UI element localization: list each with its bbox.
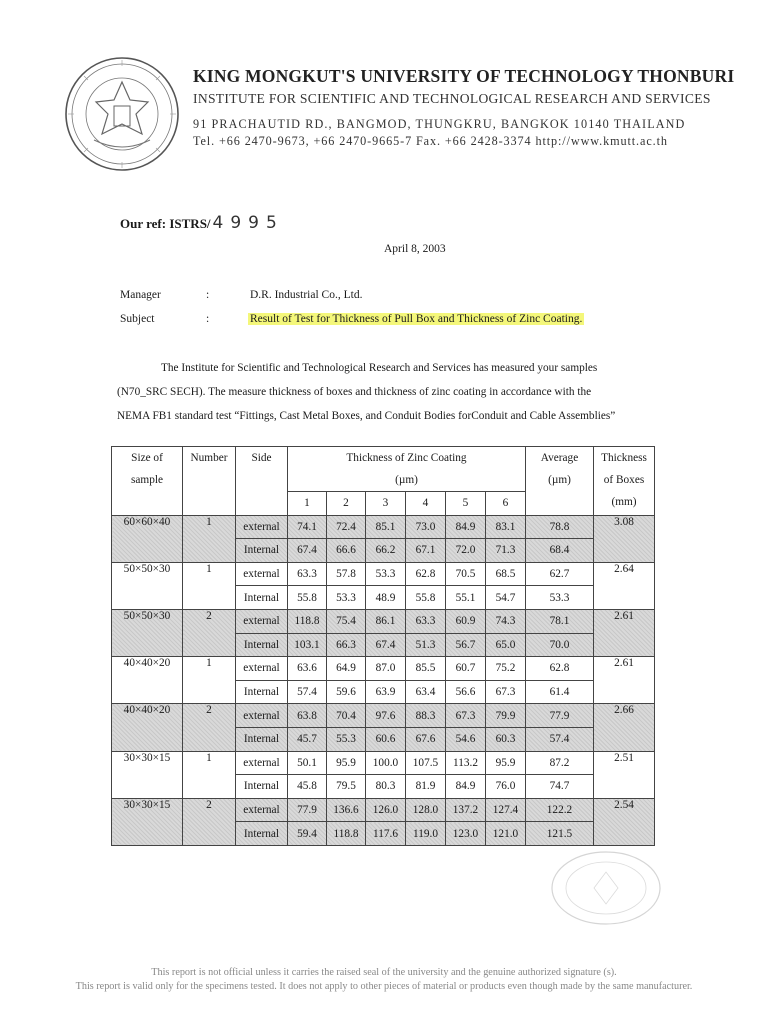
header-box-thickness: Thickness of Boxes (mm)	[594, 447, 655, 516]
average-cell: 57.4	[526, 727, 594, 751]
zinc-value-cell: 137.2	[446, 798, 486, 822]
zinc-value-cell: 54.7	[486, 586, 526, 610]
body-paragraph	[117, 356, 657, 428]
zinc-value-cell: 79.5	[327, 775, 366, 799]
zinc-value-cell: 55.3	[327, 727, 366, 751]
table-row	[112, 704, 655, 728]
header-size: Size of sample	[112, 447, 183, 516]
header-col: 5	[446, 492, 486, 516]
box-thickness-cell: 3.08	[594, 515, 655, 562]
average-cell: 62.8	[526, 657, 594, 681]
zinc-value-cell: 113.2	[446, 751, 486, 775]
zinc-value-cell: 65.0	[486, 633, 526, 657]
zinc-value-cell: 56.7	[446, 633, 486, 657]
zinc-value-cell: 57.4	[288, 680, 327, 704]
zinc-value-cell: 72.0	[446, 539, 486, 563]
body-line: (N70_SRC SECH). The measure thickness of boxes and thickness of zinc coating in accordance with the	[117, 386, 592, 398]
header-col: 2	[327, 492, 366, 516]
zinc-value-cell: 67.3	[446, 704, 486, 728]
zinc-value-cell: 136.6	[327, 798, 366, 822]
table-row	[112, 751, 655, 775]
sample-number: 1	[183, 515, 236, 562]
zinc-value-cell: 86.1	[366, 609, 406, 633]
zinc-value-cell: 95.9	[486, 751, 526, 775]
header-col: 3	[366, 492, 406, 516]
zinc-value-cell: 74.1	[288, 515, 327, 539]
raised-seal-stamp	[548, 848, 664, 928]
zinc-value-cell: 67.6	[406, 727, 446, 751]
zinc-value-cell: 103.1	[288, 633, 327, 657]
manager-label: Manager	[120, 289, 161, 301]
zinc-value-cell: 63.3	[288, 562, 327, 586]
header-col: 4	[406, 492, 446, 516]
zinc-value-cell: 84.9	[446, 775, 486, 799]
side-cell: external	[236, 609, 288, 633]
zinc-value-cell: 53.3	[366, 562, 406, 586]
box-thickness-cell: 2.54	[594, 798, 655, 845]
zinc-value-cell: 51.3	[406, 633, 446, 657]
zinc-value-cell: 119.0	[406, 822, 446, 846]
side-cell: external	[236, 515, 288, 539]
reference-label: Our ref: ISTRS/	[120, 216, 211, 231]
zinc-value-cell: 64.9	[327, 657, 366, 681]
side-cell: Internal	[236, 633, 288, 657]
zinc-value-cell: 128.0	[406, 798, 446, 822]
average-cell: 61.4	[526, 680, 594, 704]
reference-number: 4995	[212, 213, 284, 233]
institute-name: INSTITUTE FOR SCIENTIFIC AND TECHNOLOGICAL RESEARCH AND SERVICES	[193, 91, 711, 106]
zinc-value-cell: 73.0	[406, 515, 446, 539]
footer-line: This report is valid only for the specimens tested. It does not apply to other pieces of material or products even though made by the same manufacturer.	[75, 981, 693, 992]
sample-number: 1	[183, 657, 236, 704]
zinc-value-cell: 75.4	[327, 609, 366, 633]
zinc-value-cell: 74.3	[486, 609, 526, 633]
zinc-value-cell: 79.9	[486, 704, 526, 728]
zinc-value-cell: 80.3	[366, 775, 406, 799]
average-cell: 70.0	[526, 633, 594, 657]
sample-number: 2	[183, 798, 236, 845]
letterhead	[193, 66, 735, 149]
side-cell: external	[236, 751, 288, 775]
average-cell: 68.4	[526, 539, 594, 563]
zinc-value-cell: 88.3	[406, 704, 446, 728]
zinc-value-cell: 126.0	[366, 798, 406, 822]
sample-number: 2	[183, 704, 236, 751]
sample-size: 40×40×20	[112, 657, 183, 704]
average-cell: 53.3	[526, 586, 594, 610]
sample-size: 30×30×15	[112, 798, 183, 845]
zinc-value-cell: 59.6	[327, 680, 366, 704]
zinc-value-cell: 75.2	[486, 657, 526, 681]
zinc-value-cell: 100.0	[366, 751, 406, 775]
zinc-value-cell: 68.5	[486, 562, 526, 586]
zinc-value-cell: 54.6	[446, 727, 486, 751]
box-thickness-cell: 2.64	[594, 562, 655, 609]
university-name: KING MONGKUT'S UNIVERSITY OF TECHNOLOGY THONBURI	[193, 66, 735, 86]
zinc-value-cell: 123.0	[446, 822, 486, 846]
box-thickness-cell: 2.61	[594, 657, 655, 704]
zinc-value-cell: 67.3	[486, 680, 526, 704]
zinc-value-cell: 67.4	[366, 633, 406, 657]
zinc-value-cell: 45.7	[288, 727, 327, 751]
table-row	[112, 515, 655, 539]
letter-date: April 8, 2003	[384, 243, 446, 255]
footer-notice	[0, 966, 768, 994]
zinc-value-cell: 85.1	[366, 515, 406, 539]
zinc-value-cell: 117.6	[366, 822, 406, 846]
header-zinc: Thickness of Zinc Coating (µm)	[288, 447, 526, 492]
side-cell: Internal	[236, 822, 288, 846]
box-thickness-cell: 2.51	[594, 751, 655, 798]
header-side: Side	[236, 447, 288, 516]
zinc-value-cell: 45.8	[288, 775, 327, 799]
side-cell: Internal	[236, 727, 288, 751]
zinc-value-cell: 81.9	[406, 775, 446, 799]
zinc-value-cell: 60.3	[486, 727, 526, 751]
sample-size: 40×40×20	[112, 704, 183, 751]
zinc-value-cell: 53.3	[327, 586, 366, 610]
zinc-value-cell: 60.7	[446, 657, 486, 681]
zinc-value-cell: 50.1	[288, 751, 327, 775]
zinc-value-cell: 59.4	[288, 822, 327, 846]
average-cell: 122.2	[526, 798, 594, 822]
sample-number: 1	[183, 751, 236, 798]
zinc-value-cell: 56.6	[446, 680, 486, 704]
side-cell: Internal	[236, 539, 288, 563]
table-row	[112, 798, 655, 822]
zinc-value-cell: 121.0	[486, 822, 526, 846]
average-cell: 121.5	[526, 822, 594, 846]
sample-size: 30×30×15	[112, 751, 183, 798]
zinc-value-cell: 60.6	[366, 727, 406, 751]
sample-number: 2	[183, 609, 236, 656]
sample-size: 50×50×30	[112, 609, 183, 656]
zinc-value-cell: 72.4	[327, 515, 366, 539]
manager-value: D.R. Industrial Co., Ltd.	[250, 289, 363, 301]
zinc-value-cell: 127.4	[486, 798, 526, 822]
zinc-value-cell: 63.9	[366, 680, 406, 704]
zinc-value-cell: 57.8	[327, 562, 366, 586]
zinc-value-cell: 55.8	[406, 586, 446, 610]
university-seal	[64, 56, 180, 172]
results-table	[111, 446, 655, 846]
zinc-value-cell: 66.3	[327, 633, 366, 657]
subject-sep: :	[206, 313, 210, 325]
zinc-value-cell: 77.9	[288, 798, 327, 822]
side-cell: external	[236, 562, 288, 586]
zinc-value-cell: 55.1	[446, 586, 486, 610]
zinc-value-cell: 70.5	[446, 562, 486, 586]
zinc-value-cell: 67.4	[288, 539, 327, 563]
zinc-value-cell: 84.9	[446, 515, 486, 539]
side-cell: Internal	[236, 680, 288, 704]
header-col: 6	[486, 492, 526, 516]
zinc-value-cell: 83.1	[486, 515, 526, 539]
zinc-value-cell: 71.3	[486, 539, 526, 563]
table-row	[112, 562, 655, 586]
zinc-value-cell: 63.4	[406, 680, 446, 704]
zinc-value-cell: 66.2	[366, 539, 406, 563]
average-cell: 62.7	[526, 562, 594, 586]
body-line: NEMA FB1 standard test “Fittings, Cast Metal Boxes, and Conduit Bodies forConduit and Cable Assemblies”	[117, 410, 616, 422]
sample-size: 60×60×40	[112, 515, 183, 562]
subject-label: Subject	[120, 313, 155, 325]
manager-sep: :	[206, 289, 210, 301]
our-reference	[120, 213, 284, 233]
side-cell: external	[236, 657, 288, 681]
side-cell: external	[236, 798, 288, 822]
zinc-value-cell: 67.1	[406, 539, 446, 563]
address-line: 91 PRACHAUTID RD., BANGMOD, THUNGKRU, BANGKOK 10140 THAILAND	[193, 117, 686, 131]
zinc-value-cell: 97.6	[366, 704, 406, 728]
header-number: Number	[183, 447, 236, 516]
zinc-value-cell: 55.8	[288, 586, 327, 610]
average-cell: 78.1	[526, 609, 594, 633]
zinc-value-cell: 118.8	[288, 609, 327, 633]
zinc-value-cell: 63.8	[288, 704, 327, 728]
header-col: 1	[288, 492, 327, 516]
box-thickness-cell: 2.66	[594, 704, 655, 751]
table-row	[112, 657, 655, 681]
table-row	[112, 609, 655, 633]
sample-size: 50×50×30	[112, 562, 183, 609]
average-cell: 74.7	[526, 775, 594, 799]
average-cell: 78.8	[526, 515, 594, 539]
zinc-value-cell: 118.8	[327, 822, 366, 846]
average-cell: 77.9	[526, 704, 594, 728]
header-average: Average (µm)	[526, 447, 594, 516]
subject-value: Result of Test for Thickness of Pull Box and Thickness of Zinc Coating.	[250, 313, 583, 325]
zinc-value-cell: 63.6	[288, 657, 327, 681]
sample-number: 1	[183, 562, 236, 609]
zinc-value-cell: 76.0	[486, 775, 526, 799]
zinc-value-cell: 48.9	[366, 586, 406, 610]
zinc-value-cell: 62.8	[406, 562, 446, 586]
zinc-value-cell: 95.9	[327, 751, 366, 775]
zinc-value-cell: 107.5	[406, 751, 446, 775]
zinc-value-cell: 85.5	[406, 657, 446, 681]
zinc-value-cell: 87.0	[366, 657, 406, 681]
zinc-value-cell: 60.9	[446, 609, 486, 633]
side-cell: Internal	[236, 775, 288, 799]
contact-line: Tel. +66 2470-9673, +66 2470-9665-7 Fax. +66 2428-3374 http://www.kmutt.ac.th	[193, 134, 668, 148]
box-thickness-cell: 2.61	[594, 609, 655, 656]
side-cell: Internal	[236, 586, 288, 610]
side-cell: external	[236, 704, 288, 728]
average-cell: 87.2	[526, 751, 594, 775]
body-line: The Institute for Scientific and Technological Research and Services has measured your samples	[161, 362, 598, 374]
zinc-value-cell: 70.4	[327, 704, 366, 728]
zinc-value-cell: 66.6	[327, 539, 366, 563]
zinc-value-cell: 63.3	[406, 609, 446, 633]
footer-line: This report is not official unless it carries the raised seal of the university and the genuine authorized signature (s).	[151, 967, 617, 978]
